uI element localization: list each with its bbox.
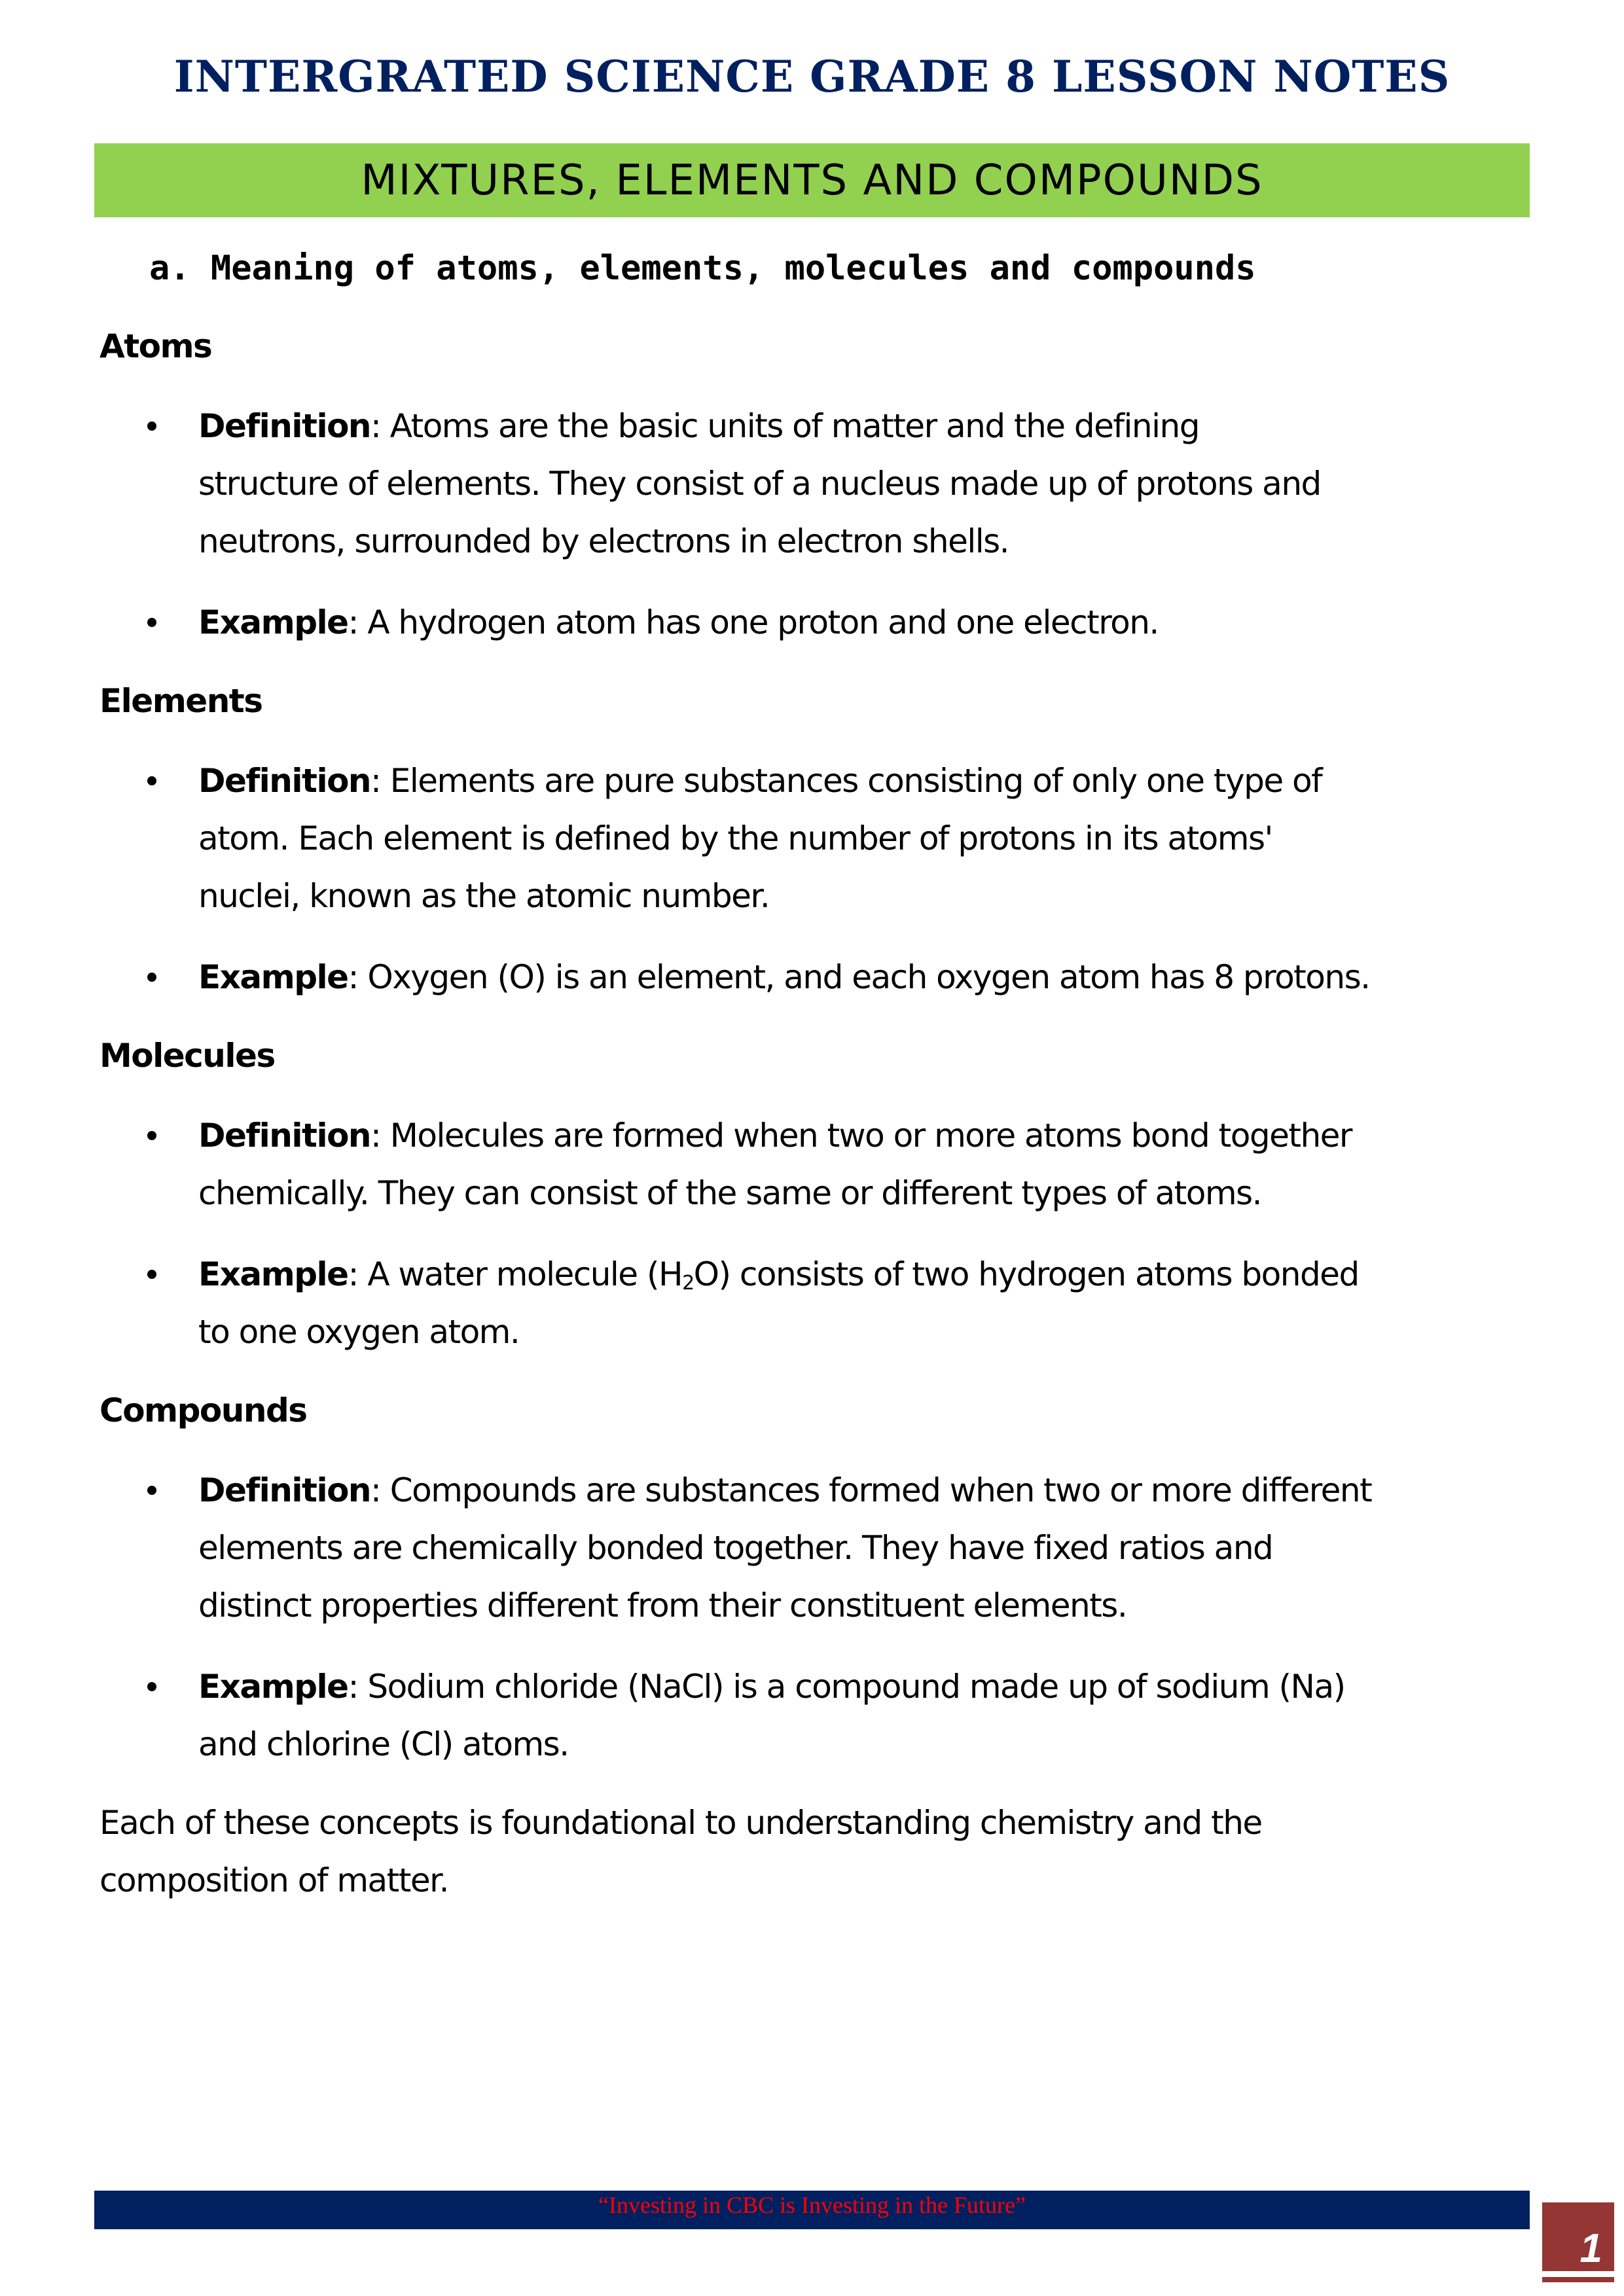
compounds-definition-line-1: Definition: Compounds are substances formed when two or more different [198, 1471, 1372, 1509]
definition-label: Definition [198, 1117, 371, 1155]
subscript: 2 [682, 1272, 694, 1295]
page-number: 1 [1579, 2226, 1602, 2271]
topic-banner [94, 143, 1530, 217]
closing-line-2: composition of matter. [99, 1861, 448, 1899]
definition-label: Definition [198, 1471, 371, 1509]
atoms-definition-line-1: Definition: Atoms are the basic units of matter and the defining [198, 407, 1199, 445]
subheading: a. Meaning of atoms, elements, molecules and compounds [149, 249, 1256, 288]
molecules-definition-line-2: chemically. They can consist of the same or different types of atoms. [198, 1174, 1261, 1212]
example-label: Example [198, 1668, 348, 1706]
molecules-definition-line-1: Definition: Molecules are formed when two or more atoms bond together [198, 1117, 1352, 1155]
bullet-icon [147, 1682, 156, 1691]
section-heading-compounds: Compounds [99, 1391, 307, 1429]
bullet-icon [147, 422, 156, 431]
definition-label: Definition [198, 762, 371, 800]
page-number-box [1542, 2202, 1614, 2282]
footer-motto: “Investing in CBC is Investing in the Future” [598, 2192, 1026, 2218]
bullet-icon [147, 1131, 156, 1140]
atoms-example: Example: A hydrogen atom has one proton and one electron. [198, 603, 1159, 641]
bullet-icon [147, 776, 156, 785]
page-number-underline [1542, 2271, 1614, 2277]
compounds-example-line-1: Example: Sodium chloride (NaCl) is a compound made up of sodium (Na) [198, 1668, 1345, 1706]
document-title: INTERGRATED SCIENCE GRADE 8 LESSON NOTES [173, 51, 1451, 102]
example-label: Example [198, 603, 348, 641]
section-heading-elements: Elements [99, 682, 262, 720]
elements-definition-line-1: Definition: Elements are pure substances consisting of only one type of [198, 762, 1322, 800]
closing-line-1: Each of these concepts is foundational to understanding chemistry and the [99, 1804, 1262, 1842]
compounds-example-line-2: and chlorine (Cl) atoms. [198, 1725, 569, 1763]
atoms-definition-line-3: neutrons, surrounded by electrons in electron shells. [198, 522, 1009, 560]
example-label: Example [198, 958, 348, 996]
definition-label: Definition [198, 407, 371, 445]
topic-title: MIXTURES, ELEMENTS AND COMPOUNDS [361, 156, 1263, 205]
bullet-icon [147, 973, 156, 982]
compounds-definition-line-2: elements are chemically bonded together. They have fixed ratios and [198, 1529, 1273, 1567]
molecules-example-line-1: Example: A water molecule $(H_2O)$ consists of two hydrogen atoms bonded [198, 1255, 1359, 1295]
section-heading-molecules: Molecules [99, 1037, 275, 1075]
example-label: Example [198, 1255, 348, 1293]
elements-definition-line-3: nuclei, known as the atomic number. [198, 877, 770, 915]
section-heading-atoms: Atoms [99, 327, 212, 365]
molecules-example-line-2: to one oxygen atom. [198, 1313, 520, 1351]
elements-definition-line-2: atom. Each element is defined by the number of protons in its atoms' [198, 819, 1272, 857]
bullet-icon [147, 1270, 156, 1279]
footer-bar [94, 2191, 1530, 2229]
bullet-icon [147, 618, 156, 627]
elements-example: Example: Oxygen (O) is an element, and each oxygen atom has 8 protons. [198, 958, 1370, 996]
compounds-definition-line-3: distinct properties different from their constituent elements. [198, 1587, 1127, 1624]
bullet-icon [147, 1486, 156, 1495]
atoms-definition-line-2: structure of elements. They consist of a nucleus made up of protons and [198, 465, 1321, 503]
